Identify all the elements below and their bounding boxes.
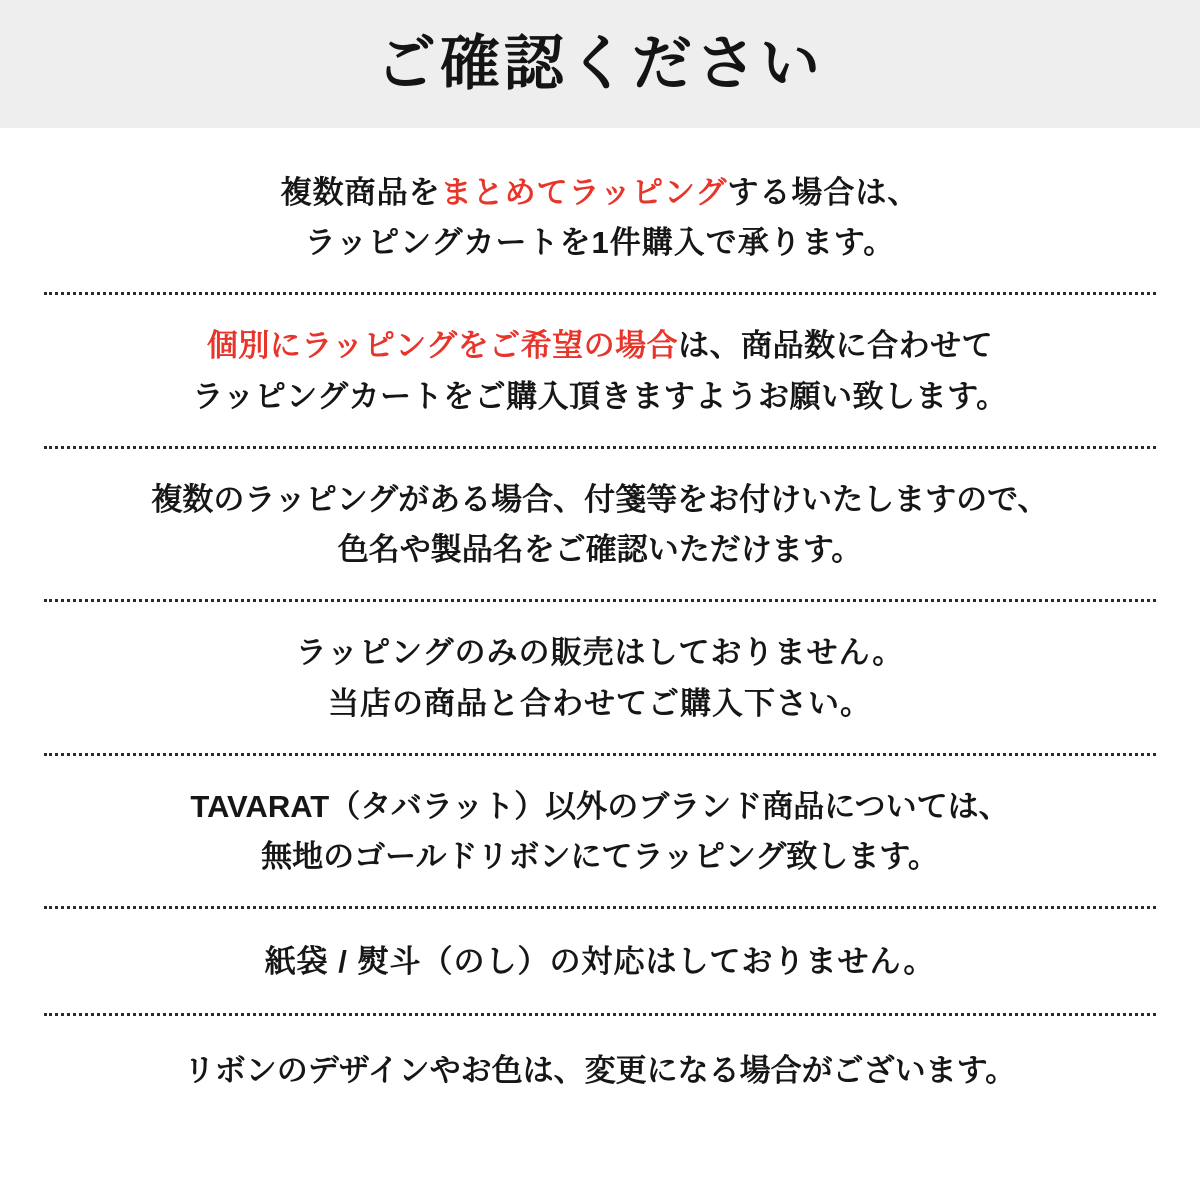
notice-text: は、商品数に合わせて — [678, 328, 994, 364]
notice-text: 複数のラッピングがある場合、付箋等をお付けいたしますので、 — [151, 481, 1049, 517]
notice-text: 無地のゴールドリボンにてラッピング致します。 — [261, 838, 939, 874]
notice-text: する場合は、 — [727, 175, 920, 210]
notice-item — [44, 756, 1156, 909]
notice-item — [44, 449, 1156, 602]
page-title: ご確認ください — [376, 30, 824, 97]
notice-line — [44, 679, 1156, 729]
notice-line — [44, 168, 1156, 218]
notice-line — [44, 628, 1156, 678]
notice-text-accent: 個別にラッピングをご希望の場合 — [206, 328, 679, 364]
notice-line — [44, 218, 1156, 268]
notice-text-accent: まとめてラッピング — [440, 175, 728, 210]
notice-list — [0, 128, 1200, 1121]
notice-line — [44, 1046, 1156, 1096]
notice-item — [44, 909, 1156, 1016]
notice-line — [44, 832, 1156, 882]
notice-text: 当店の商品と合わせてご購入下さい。 — [328, 685, 872, 721]
notice-text: ラッピングカートをご購入頂きますようお願い致します。 — [192, 378, 1008, 414]
notice-line — [44, 937, 1156, 987]
notice-text: 色名や製品名をご確認いただけます。 — [337, 532, 863, 568]
notice-line — [44, 475, 1156, 525]
notice-text: TAVARAT（タバラット）以外のブランド商品については、 — [190, 788, 1010, 824]
notice-text: リボンのデザインやお色は、変更になる場合がございます。 — [183, 1053, 1017, 1089]
notice-line — [44, 321, 1156, 371]
notice-line — [44, 782, 1156, 832]
page-header — [0, 0, 1200, 128]
notice-item — [44, 602, 1156, 755]
notice-line — [44, 525, 1156, 575]
notice-text: ラッピングカートを1件購入で承ります。 — [304, 225, 896, 261]
notice-item — [44, 295, 1156, 448]
notice-text: ラッピングのみの販売はしておりません。 — [295, 635, 905, 671]
notice-item — [44, 1016, 1156, 1120]
notice-text: 複数商品を — [280, 175, 441, 210]
notice-text: 紙袋 / 熨斗（のし）の対応はしておりません。 — [264, 944, 936, 980]
notice-line — [44, 372, 1156, 422]
notice-item — [44, 128, 1156, 295]
